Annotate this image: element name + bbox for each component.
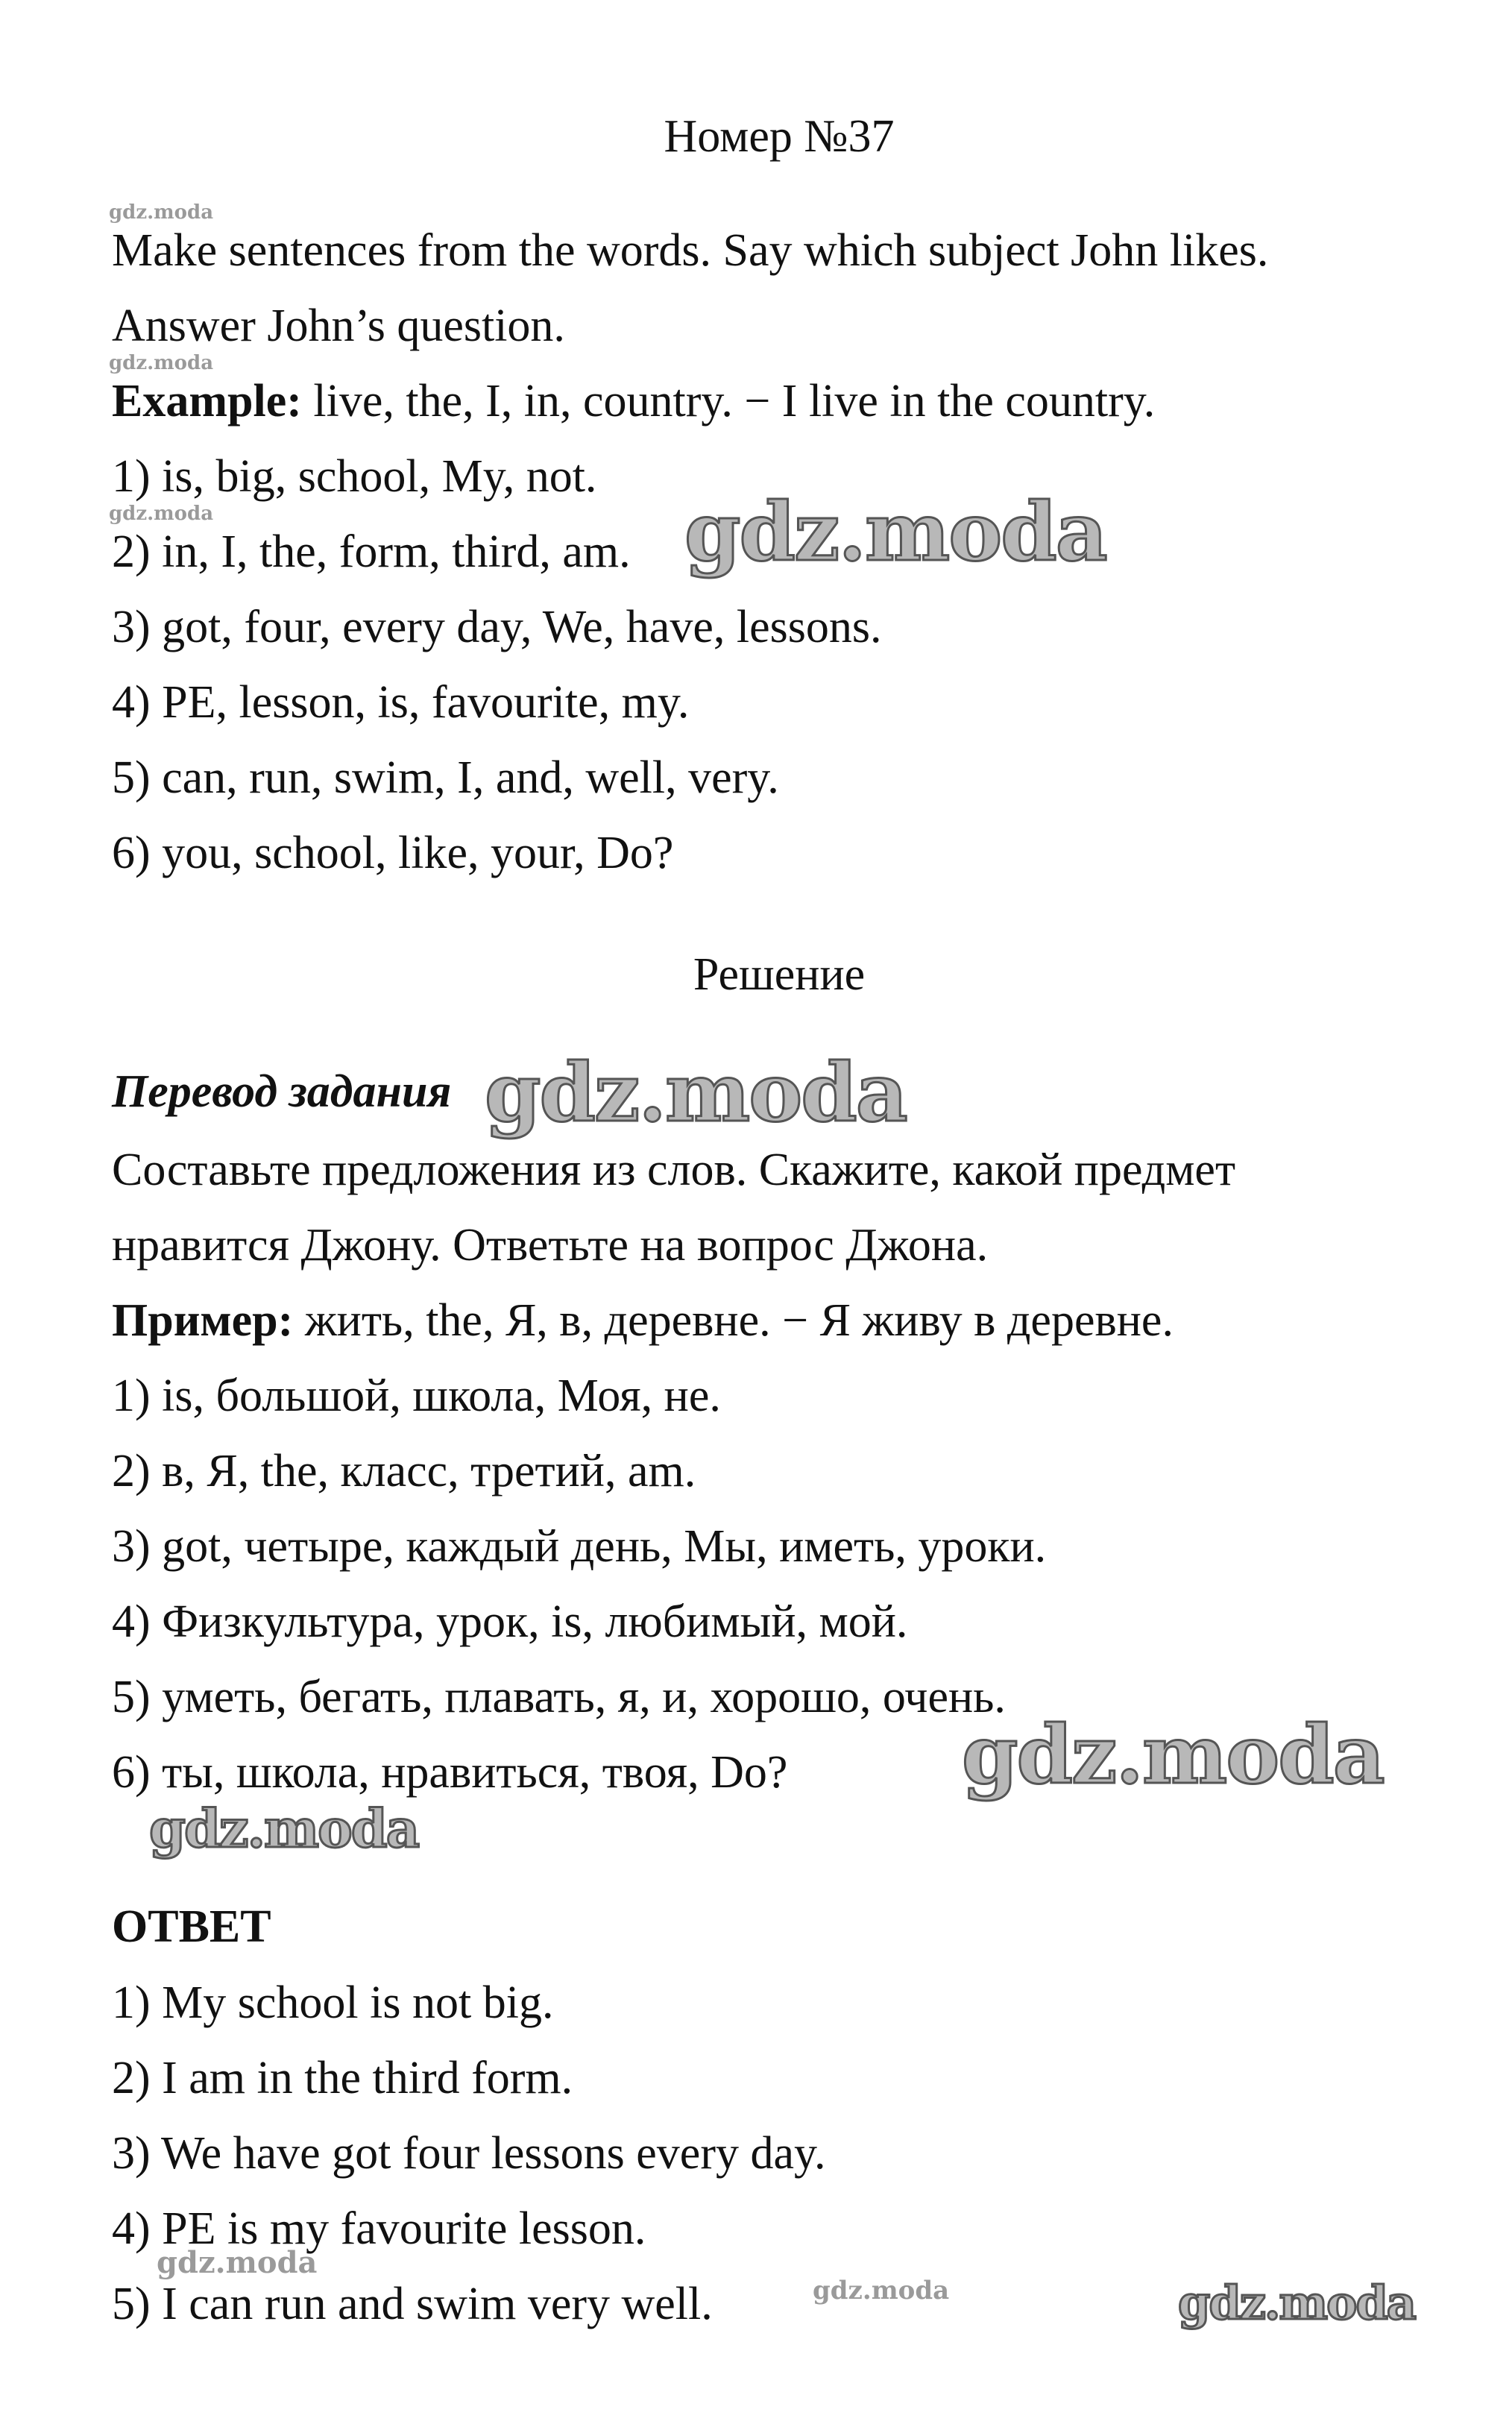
watermark-medium: gdz.moda: [149, 1798, 419, 1860]
translation-example-label: Пример:: [112, 1295, 294, 1346]
task-example-label: Example:: [112, 376, 302, 427]
watermark-small: gdz.moda: [157, 2245, 318, 2280]
watermark-large: gdz.moda: [684, 485, 1106, 579]
watermark-medium: gdz.moda: [1178, 2276, 1415, 2330]
task-item: 3) got, four, every day, We, have, lessons.: [112, 602, 882, 652]
translation-line-1: Составьте предложения из слов. Скажите, какой предмет: [112, 1145, 1236, 1195]
translation-example: [112, 1297, 1174, 1344]
translation-item: 4) Физкультура, урок, is, любимый, мой.: [112, 1596, 908, 1647]
task-item: 5) can, run, swim, I, and, well, very.: [112, 752, 779, 803]
translation-example-text: жить, the, Я, в, деревне. − Я живу в деревне.: [293, 1295, 1174, 1346]
answer-item: 5) I can run and swim very well.: [112, 2279, 713, 2329]
translation-item: 6) ты, школа, нравиться, твоя, Do?: [112, 1747, 788, 1798]
watermark-small: gdz.moda: [813, 2276, 950, 2305]
task-item: 4) PE, lesson, is, favourite, my.: [112, 677, 690, 728]
watermark-small: gdz.moda: [109, 201, 214, 224]
translation-label: Перевод задания: [112, 1066, 452, 1117]
answer-item: 1) My school is not big.: [112, 1977, 554, 2028]
watermark-large: gdz.moda: [485, 1046, 907, 1140]
translation-item: 1) is, большой, школа, Моя, не.: [112, 1370, 721, 1421]
translation-line-2: нравится Джону. Ответьте на вопрос Джона.: [112, 1220, 989, 1271]
task-instruction-line-2: Answer John’s question.: [112, 300, 565, 351]
translation-item: 5) уметь, бегать, плавать, я, и, хорошо, очень.: [112, 1672, 1006, 1722]
answer-item: 2) I am in the third form.: [112, 2053, 573, 2103]
task-item: 6) you, school, like, your, Do?: [112, 828, 674, 878]
translation-item: 2) в, Я, the, класс, третий, am.: [112, 1446, 696, 1496]
watermark-small: gdz.moda: [109, 503, 214, 525]
translation-item: 3) got, четыре, каждый день, Мы, иметь, уроки.: [112, 1521, 1047, 1572]
watermark-large: gdz.moda: [962, 1708, 1384, 1802]
watermark-small: gdz.moda: [109, 352, 214, 374]
answer-item: 4) PE is my favourite lesson.: [112, 2203, 646, 2254]
solution-heading: Решение: [693, 949, 866, 1000]
answer-heading: ОТВЕТ: [112, 1901, 271, 1952]
task-example: [112, 376, 1156, 427]
answer-item: 3) We have got four lessons every day.: [112, 2128, 826, 2179]
page-title: Номер №37: [664, 111, 895, 162]
task-example-text: live, the, I, in, country. − I live in the country.: [301, 376, 1156, 427]
task-item: 2) in, I, the, form, third, am.: [112, 526, 631, 577]
task-instruction-line-1: Make sentences from the words. Say which subject John likes.: [112, 225, 1269, 276]
task-item: 1) is, big, school, My, not.: [112, 451, 597, 502]
